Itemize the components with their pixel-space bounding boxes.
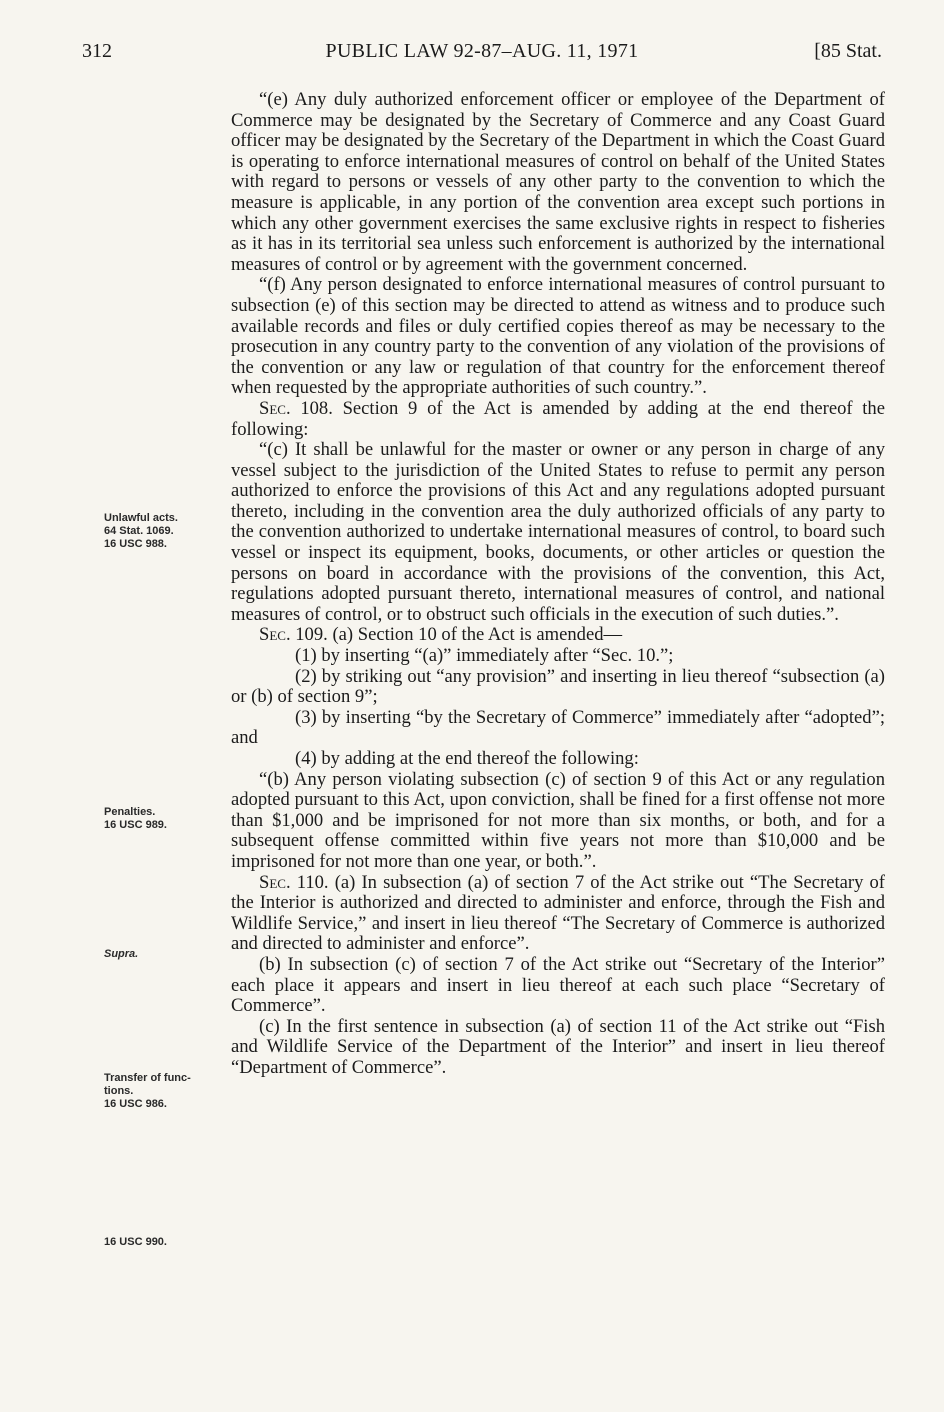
section-text: Section 9 of the Act is amended by adding at the end thereof the following: [231, 397, 885, 440]
paragraph-110-c: (c) In the first sentence in subsection (a) of section 11 of the Act strike out “Fish and Wildlife Service of the Department of the Interior” and insert in lieu thereof “Department of Commerce”. [231, 1015, 885, 1078]
page-title: PUBLIC LAW 92-87–AUG. 11, 1971 [325, 40, 639, 62]
margin-note-line: 64 Stat. 1069. [104, 525, 174, 537]
margin-note-supra [104, 948, 226, 961]
amendment-item-1: (1) by inserting “(a)” immediately after “Sec. 10.”; [295, 645, 674, 667]
margin-note-line: 16 USC 989. [104, 819, 167, 831]
margin-note-line: Unlawful acts. [104, 512, 178, 524]
section-label: Sec. 108. [259, 397, 333, 419]
margin-note-line: 16 USC 986. [104, 1098, 167, 1110]
paragraph-f: “(f) Any person designated to enforce international measures of control pursuant to subsection (e) of this section may be directed to attend as witness and to produce such available records and files or duly certified copies thereof as may be necessary to the prosecution in any country party to the convention of any violation of the provisions of the convention or any law or regulation of that country for the enforcement thereof when requested by the appropriate authorities of such country.”. [231, 274, 885, 399]
section-text: (a) Section 10 of the Act is amended— [332, 624, 623, 646]
margin-note-16-usc-990 [104, 1236, 226, 1249]
paragraph-110-b: (b) In subsection (c) of section 7 of the Act strike out “Secretary of the Interior” each place it appears and insert in lieu thereof at each such place “Secretary of Commerce”. [231, 953, 885, 1017]
margin-note-line: Penalties. [104, 806, 156, 818]
page-header [82, 40, 882, 72]
amendment-item-3: (3) by inserting “by the Secretary of Commerce” immediately after “adopted”; and [231, 706, 885, 749]
margin-note-line: Supra. [104, 948, 139, 960]
section-110 [231, 873, 885, 955]
amendment-item-4: (4) by adding at the end thereof the following: [295, 748, 639, 769]
statute-reference: [85 Stat. [814, 40, 882, 62]
section-label: Sec. 110. [259, 871, 329, 893]
margin-note-transfer-of-functions [104, 1072, 226, 1111]
margin-note-penalties [104, 806, 226, 832]
amendment-item-2: (2) by striking out “any provision” and inserting in lieu thereof “subsection (a) or (b) of section 9”; [231, 665, 885, 708]
section-text: (a) In subsection (a) of section 7 of the Act strike out “The Secretary of the Interior is authorized and directed to administer and enforce, through the Fish and Wildlife Service,” and insert in lieu thereof “The Secretary of Commerce is authorized and directed to administer and enforce”. [231, 871, 885, 955]
margin-note-line: 16 USC 988. [104, 538, 167, 550]
section-label: Sec. 109. [259, 624, 328, 646]
page-number: 312 [82, 40, 112, 62]
body-text [231, 90, 885, 1079]
paragraph-c: “(c) It shall be unlawful for the master or owner or any person in charge of any vessel subject to the jurisdiction of the United States to refuse to permit any person authorized to enforce the provisions of this Act and any regulations adopted pursuant thereto, including in the convention area the duly authorized officials of any party to the convention authorized to undertake international measures of control, to board such vessel or inspect its equipment, books, documents, or other articles or question the persons on board in accordance with the provisions of the convention, this Act, regulations adopted pursuant thereto, international measures of control, and national measures of control, or to obstruct such officials in the execution of such duties.”. [231, 439, 885, 625]
section-109 [231, 625, 885, 646]
margin-note-line: 16 USC 990. [104, 1236, 167, 1248]
margin-note-line: Transfer of func- [104, 1072, 191, 1084]
margin-note-unlawful-acts [104, 512, 226, 551]
paragraph-e: “(e) Any duly authorized enforcement officer or employee of the Department of Commerce may be designated by the Secretary of Commerce and any Coast Guard officer may be designated by the Secretary of the Department in which the Coast Guard is operating to enforce international measures of control on behalf of the United States with regard to persons or vessels of any other party to the convention to which the measure is applicable, in any portion of the convention area except such portions in which any other government exercises the same exclusive rights in respect to fisheries as it has in its territorial sea unless such enforcement is authorized by the international measures of control or by agreement with the government concerned. [231, 89, 885, 275]
margin-note-line: tions. [104, 1085, 134, 1097]
paragraph-b: “(b) Any person violating subsection (c) of section 9 of this Act or any regulation adopted pursuant to this Act, upon conviction, shall be fined for a first offense not more than $1,000 and be imprisoned for not more than six months, or both, and for a subsequent offense committed within five years not more than $10,000 and be imprisoned for not more than one year, or both.”. [231, 768, 885, 872]
section-108 [231, 399, 885, 440]
